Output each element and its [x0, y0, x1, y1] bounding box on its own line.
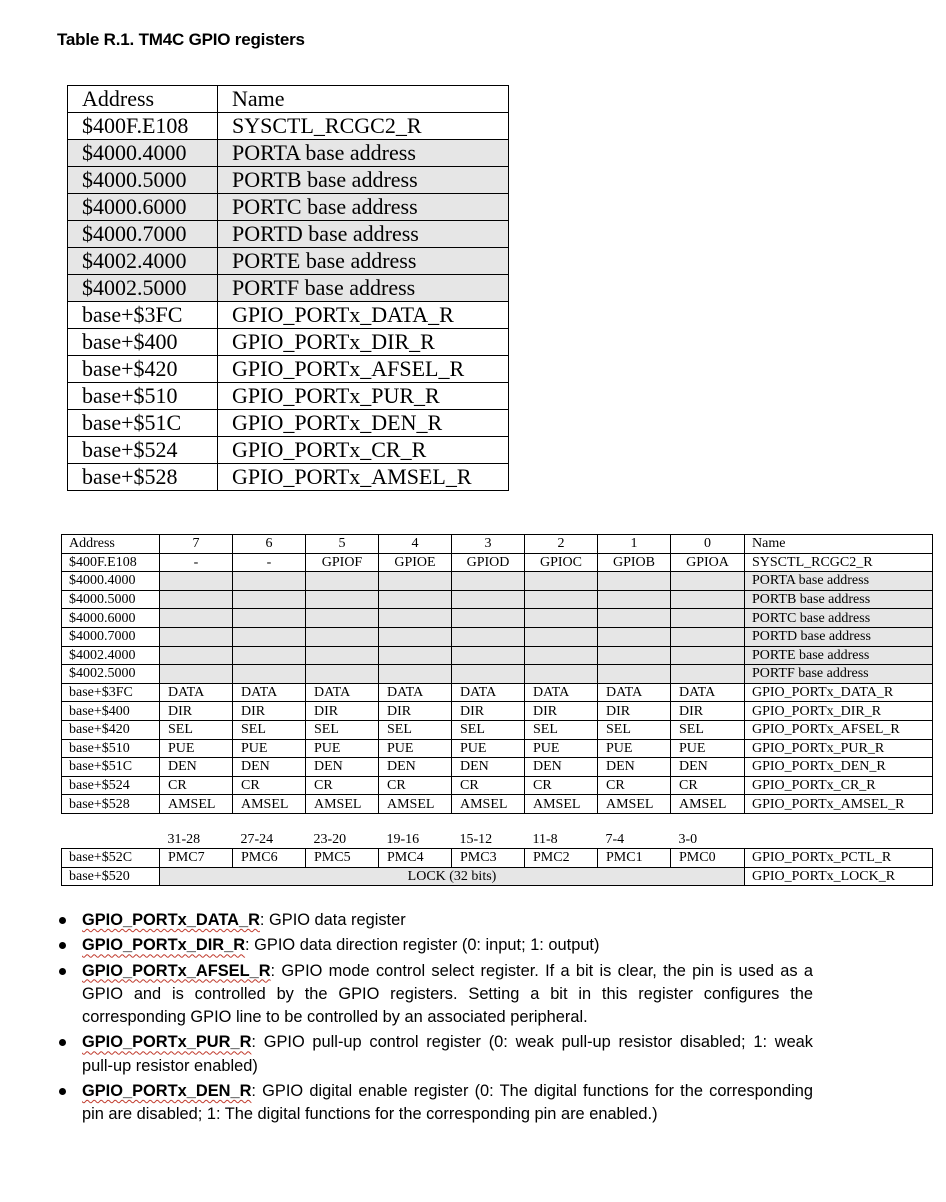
list-item — [57, 1031, 813, 1078]
bit-cell: AMSEL — [452, 795, 525, 814]
header-bit: 7 — [160, 535, 233, 554]
name-cell: GPIO_PORTx_DATA_R — [218, 302, 509, 329]
address-cell: $4000.4000 — [68, 140, 218, 167]
bit-cell: DATA — [160, 683, 233, 702]
register-description: : GPIO digital enable register (0: The digital functions for the corresponding pin are disabled; 1: The digital functions for the corresponding pin are enabled.) — [82, 1082, 813, 1124]
list-item — [57, 934, 813, 957]
header-spacer — [745, 830, 933, 849]
bullet-icon — [59, 1088, 66, 1095]
table-row — [68, 356, 509, 383]
bit-cell: PUE — [525, 739, 598, 758]
bit-cell — [379, 590, 452, 609]
table-row — [68, 275, 509, 302]
table-row — [62, 758, 933, 777]
bullet-icon — [59, 917, 66, 924]
name-cell: PORTF base address — [745, 665, 933, 684]
list-item — [57, 960, 813, 1030]
table-row — [68, 140, 509, 167]
bit-cell — [379, 646, 452, 665]
name-cell: GPIO_PORTx_CR_R — [218, 437, 509, 464]
address-cell: $4000.5000 — [68, 167, 218, 194]
table-row — [62, 683, 933, 702]
bit-cell: DATA — [233, 683, 306, 702]
register-description-list — [57, 909, 813, 1129]
table-row — [68, 248, 509, 275]
bit-cell — [233, 609, 306, 628]
bit-cell — [452, 665, 525, 684]
bit-cell: CR — [379, 776, 452, 795]
bit-cell: CR — [160, 776, 233, 795]
address-cell: $4002.5000 — [62, 665, 160, 684]
bit-cell: DIR — [671, 702, 745, 721]
bit-cell: PMC1 — [598, 849, 671, 868]
table-row — [62, 776, 933, 795]
bit-cell: DIR — [379, 702, 452, 721]
table-row — [62, 646, 933, 665]
bit-cell — [525, 590, 598, 609]
header-bit-range: 15-12 — [459, 831, 493, 847]
header-bit-range: 7-4 — [605, 831, 625, 847]
bit-cell: PMC3 — [452, 849, 525, 868]
name-cell: GPIO_PORTx_PUR_R — [218, 383, 509, 410]
name-cell: GPIO_PORTx_AMSEL_R — [218, 464, 509, 491]
bit-cell — [160, 646, 233, 665]
register-description: : GPIO pull-up control register (0: weak pull-up resistor disabled; 1: weak pull-up resistor enabled) — [82, 1033, 813, 1075]
register-description: : GPIO data register — [259, 911, 406, 929]
bit-cell — [306, 627, 379, 646]
bit-cell: AMSEL — [233, 795, 306, 814]
name-cell: PORTB base address — [745, 590, 933, 609]
table-row — [62, 795, 933, 814]
name-cell: PORTD base address — [218, 221, 509, 248]
address-cell: base+$3FC — [62, 683, 160, 702]
bit-cell: DIR — [452, 702, 525, 721]
header-bit-range: 27-24 — [240, 831, 274, 847]
bit-cell: PUE — [671, 739, 745, 758]
bit-cell: PMC4 — [379, 849, 452, 868]
table-row — [68, 302, 509, 329]
bit-cell: DATA — [306, 683, 379, 702]
bit-cell: AMSEL — [598, 795, 671, 814]
bit-cell: AMSEL — [525, 795, 598, 814]
header-spacer — [62, 830, 160, 849]
table-header-row — [62, 830, 933, 849]
register-term: GPIO_PORTx_DATA_R — [82, 911, 260, 929]
bit-cell: AMSEL — [379, 795, 452, 814]
name-cell: GPIO_PORTx_DEN_R — [218, 410, 509, 437]
name-cell: GPIO_PORTx_PUR_R — [745, 739, 933, 758]
bit-cell: DATA — [598, 683, 671, 702]
register-term: GPIO_PORTx_DEN_R — [82, 1082, 252, 1101]
table-row — [68, 383, 509, 410]
bit-cell: PUE — [160, 739, 233, 758]
bit-cell: GPIOD — [452, 553, 525, 572]
table-row — [62, 702, 933, 721]
page-title: Table R.1. TM4C GPIO registers — [57, 30, 305, 49]
header-address: Address — [68, 86, 218, 113]
bit-cell: GPIOA — [671, 553, 745, 572]
bit-cell — [233, 665, 306, 684]
bit-cell: PUE — [306, 739, 379, 758]
bit-cell — [671, 590, 745, 609]
table-row — [62, 739, 933, 758]
name-cell: GPIO_PORTx_AFSEL_R — [745, 720, 933, 739]
bit-cell: AMSEL — [306, 795, 379, 814]
bit-cell — [452, 609, 525, 628]
bit-cell: CR — [306, 776, 379, 795]
bit-cell: SEL — [671, 720, 745, 739]
bit-cell: CR — [671, 776, 745, 795]
bit-cell — [598, 590, 671, 609]
address-cell: base+$524 — [62, 776, 160, 795]
name-cell: GPIO_PORTx_DIR_R — [745, 702, 933, 721]
list-item — [57, 1080, 813, 1127]
bit-cell: DATA — [525, 683, 598, 702]
name-cell: PORTA base address — [745, 572, 933, 591]
address-cell: base+$510 — [62, 739, 160, 758]
name-cell: SYSCTL_RCGC2_R — [218, 113, 509, 140]
address-cell: $4000.4000 — [62, 572, 160, 591]
register-term: GPIO_PORTx_AFSEL_R — [82, 961, 271, 980]
bit-cell: DEN — [306, 758, 379, 777]
address-cell: $400F.E108 — [62, 553, 160, 572]
register-address-table — [67, 85, 509, 491]
bit-cell: DATA — [671, 683, 745, 702]
name-cell: PORTE base address — [745, 646, 933, 665]
bit-cell: DATA — [379, 683, 452, 702]
header-bit: 6 — [233, 535, 306, 554]
bit-cell — [233, 572, 306, 591]
name-cell: PORTA base address — [218, 140, 509, 167]
bit-cell: DEN — [452, 758, 525, 777]
header-bit: 3 — [452, 535, 525, 554]
bit-cell: SEL — [160, 720, 233, 739]
table-row — [68, 329, 509, 356]
bit-cell: AMSEL — [671, 795, 745, 814]
bit-cell — [452, 572, 525, 591]
bit-cell — [160, 572, 233, 591]
address-cell: base+$528 — [62, 795, 160, 814]
address-cell: $4002.5000 — [68, 275, 218, 302]
table-row — [62, 867, 933, 886]
bit-cell: SEL — [452, 720, 525, 739]
bit-cell — [306, 665, 379, 684]
bit-cell — [306, 646, 379, 665]
address-cell: base+$528 — [68, 464, 218, 491]
bit-cell: - — [160, 553, 233, 572]
name-cell: GPIO_PORTx_PCTL_R — [745, 849, 933, 868]
address-cell: base+$400 — [62, 702, 160, 721]
bit-cell — [233, 590, 306, 609]
bit-cell — [598, 572, 671, 591]
bit-cell — [525, 665, 598, 684]
bit-cell: DIR — [598, 702, 671, 721]
address-cell: base+$51C — [68, 410, 218, 437]
table-row — [62, 590, 933, 609]
header-address: Address — [62, 535, 160, 554]
header-bit-range: 3-0 — [678, 831, 698, 847]
table-row — [68, 221, 509, 248]
address-cell: $4000.7000 — [68, 221, 218, 248]
address-cell: $4000.6000 — [68, 194, 218, 221]
bit-cell — [598, 609, 671, 628]
bit-cell: GPIOC — [525, 553, 598, 572]
name-cell: GPIO_PORTx_DEN_R — [745, 758, 933, 777]
address-cell: $4000.6000 — [62, 609, 160, 628]
name-cell: GPIO_PORTx_AFSEL_R — [218, 356, 509, 383]
address-cell: base+$420 — [68, 356, 218, 383]
bit-cell — [671, 609, 745, 628]
name-cell: GPIO_PORTx_DIR_R — [218, 329, 509, 356]
register-term: GPIO_PORTx_DIR_R — [82, 936, 246, 955]
table-row — [62, 720, 933, 739]
bit-cell — [379, 627, 452, 646]
bit-cell — [452, 590, 525, 609]
header-bit: 2 — [525, 535, 598, 554]
bit-cell — [160, 627, 233, 646]
bit-cell: SEL — [306, 720, 379, 739]
address-cell: base+$510 — [68, 383, 218, 410]
register-description: : GPIO mode control select register. If a bit is clear, the pin is used as a GPIO and is controlled by the GPIO registers. Setting a bit in this register configures the corresponding GPIO line to be controlled by an associated peripheral. — [82, 961, 813, 1027]
name-cell: PORTC base address — [745, 609, 933, 628]
bit-cell: DIR — [160, 702, 233, 721]
bit-cell — [306, 590, 379, 609]
bit-cell: PMC5 — [306, 849, 379, 868]
bit-cell — [306, 572, 379, 591]
bit-cell: CR — [233, 776, 306, 795]
bit-cell — [671, 665, 745, 684]
header-name: Name — [218, 86, 509, 113]
name-cell: GPIO_PORTx_LOCK_R — [745, 867, 933, 886]
bit-cell — [671, 646, 745, 665]
table-header-row — [68, 86, 509, 113]
bit-cell — [233, 627, 306, 646]
bullet-icon — [59, 968, 66, 975]
bit-cell — [525, 609, 598, 628]
table-row — [62, 627, 933, 646]
bit-cell — [598, 646, 671, 665]
bit-cell: SEL — [233, 720, 306, 739]
name-cell: PORTB base address — [218, 167, 509, 194]
bit-cell: DEN — [525, 758, 598, 777]
bit-cell: DIR — [525, 702, 598, 721]
table-row — [68, 194, 509, 221]
bit-cell — [452, 627, 525, 646]
address-cell: base+$520 — [62, 867, 160, 886]
bit-cell: - — [233, 553, 306, 572]
register-description: : GPIO data direction register (0: input; 1: output) — [245, 936, 600, 955]
bit-cell — [306, 609, 379, 628]
table-row — [68, 113, 509, 140]
bit-cell: DEN — [160, 758, 233, 777]
bit-cell: DIR — [233, 702, 306, 721]
bit-cell — [160, 590, 233, 609]
bullet-icon — [59, 942, 66, 949]
bit-cell: GPIOB — [598, 553, 671, 572]
bit-cell: DEN — [671, 758, 745, 777]
address-cell: $4002.4000 — [68, 248, 218, 275]
name-cell: GPIO_PORTx_CR_R — [745, 776, 933, 795]
lock-cell: LOCK (32 bits) — [160, 867, 745, 886]
table-header-row — [62, 535, 933, 554]
bit-cell — [452, 646, 525, 665]
bit-cell: DEN — [233, 758, 306, 777]
name-cell: SYSCTL_RCGC2_R — [745, 553, 933, 572]
bit-cell: PUE — [452, 739, 525, 758]
bit-cell: GPIOE — [379, 553, 452, 572]
header-bit: 4 — [379, 535, 452, 554]
table-row — [62, 665, 933, 684]
header-bit-range: 31-28 — [167, 831, 201, 847]
bit-cell: SEL — [525, 720, 598, 739]
bit-cell: AMSEL — [160, 795, 233, 814]
bit-cell: SEL — [379, 720, 452, 739]
bit-cell — [379, 665, 452, 684]
bit-cell: PMC7 — [160, 849, 233, 868]
register-term: GPIO_PORTx_PUR_R — [82, 1033, 252, 1052]
header-bit: 0 — [671, 535, 745, 554]
name-cell: GPIO_PORTx_DATA_R — [745, 683, 933, 702]
bit-cell: DIR — [306, 702, 379, 721]
bit-cell: GPIOF — [306, 553, 379, 572]
bit-cell: PUE — [233, 739, 306, 758]
address-cell: base+$420 — [62, 720, 160, 739]
bit-cell — [233, 646, 306, 665]
table-row — [68, 410, 509, 437]
bit-cell: CR — [452, 776, 525, 795]
address-cell: $4002.4000 — [62, 646, 160, 665]
pctl-lock-table — [61, 830, 933, 886]
bit-cell — [671, 627, 745, 646]
table-row — [68, 437, 509, 464]
address-cell: base+$51C — [62, 758, 160, 777]
name-cell: PORTE base address — [218, 248, 509, 275]
table-row — [62, 849, 933, 868]
address-cell: $400F.E108 — [68, 113, 218, 140]
bit-cell — [379, 572, 452, 591]
address-cell: base+$400 — [68, 329, 218, 356]
table-row — [62, 572, 933, 591]
bullet-icon — [59, 1039, 66, 1046]
bit-cell: DEN — [379, 758, 452, 777]
bit-cell: DATA — [452, 683, 525, 702]
name-cell: PORTC base address — [218, 194, 509, 221]
name-cell: PORTD base address — [745, 627, 933, 646]
table-row — [68, 167, 509, 194]
address-cell: $4000.7000 — [62, 627, 160, 646]
bit-cell: PUE — [598, 739, 671, 758]
bit-cell: SEL — [598, 720, 671, 739]
address-cell: base+$3FC — [68, 302, 218, 329]
bit-cell: PMC2 — [525, 849, 598, 868]
bit-cell — [598, 627, 671, 646]
bit-cell: PMC0 — [671, 849, 745, 868]
bit-cell — [525, 646, 598, 665]
bit-cell — [525, 627, 598, 646]
table-row — [68, 464, 509, 491]
table-row — [62, 609, 933, 628]
bit-cell — [160, 609, 233, 628]
header-bit-range: 23-20 — [313, 831, 347, 847]
name-cell: PORTF base address — [218, 275, 509, 302]
address-cell: base+$524 — [68, 437, 218, 464]
register-bit-table — [61, 534, 933, 814]
header-name: Name — [745, 535, 933, 554]
address-cell: $4000.5000 — [62, 590, 160, 609]
address-cell: base+$52C — [62, 849, 160, 868]
bit-cell: CR — [598, 776, 671, 795]
header-bit-range: 19-16 — [386, 831, 420, 847]
bit-cell — [598, 665, 671, 684]
table-row — [62, 553, 933, 572]
bit-cell: CR — [525, 776, 598, 795]
bit-cell — [379, 609, 452, 628]
bit-cell — [160, 665, 233, 684]
bit-cell — [671, 572, 745, 591]
header-bit-range: 11-8 — [532, 831, 558, 847]
name-cell: GPIO_PORTx_AMSEL_R — [745, 795, 933, 814]
bit-cell: DEN — [598, 758, 671, 777]
header-bit: 5 — [306, 535, 379, 554]
list-item — [57, 909, 813, 932]
header-bit: 1 — [598, 535, 671, 554]
bit-cell: PUE — [379, 739, 452, 758]
bit-cell: PMC6 — [233, 849, 306, 868]
bit-cell — [525, 572, 598, 591]
